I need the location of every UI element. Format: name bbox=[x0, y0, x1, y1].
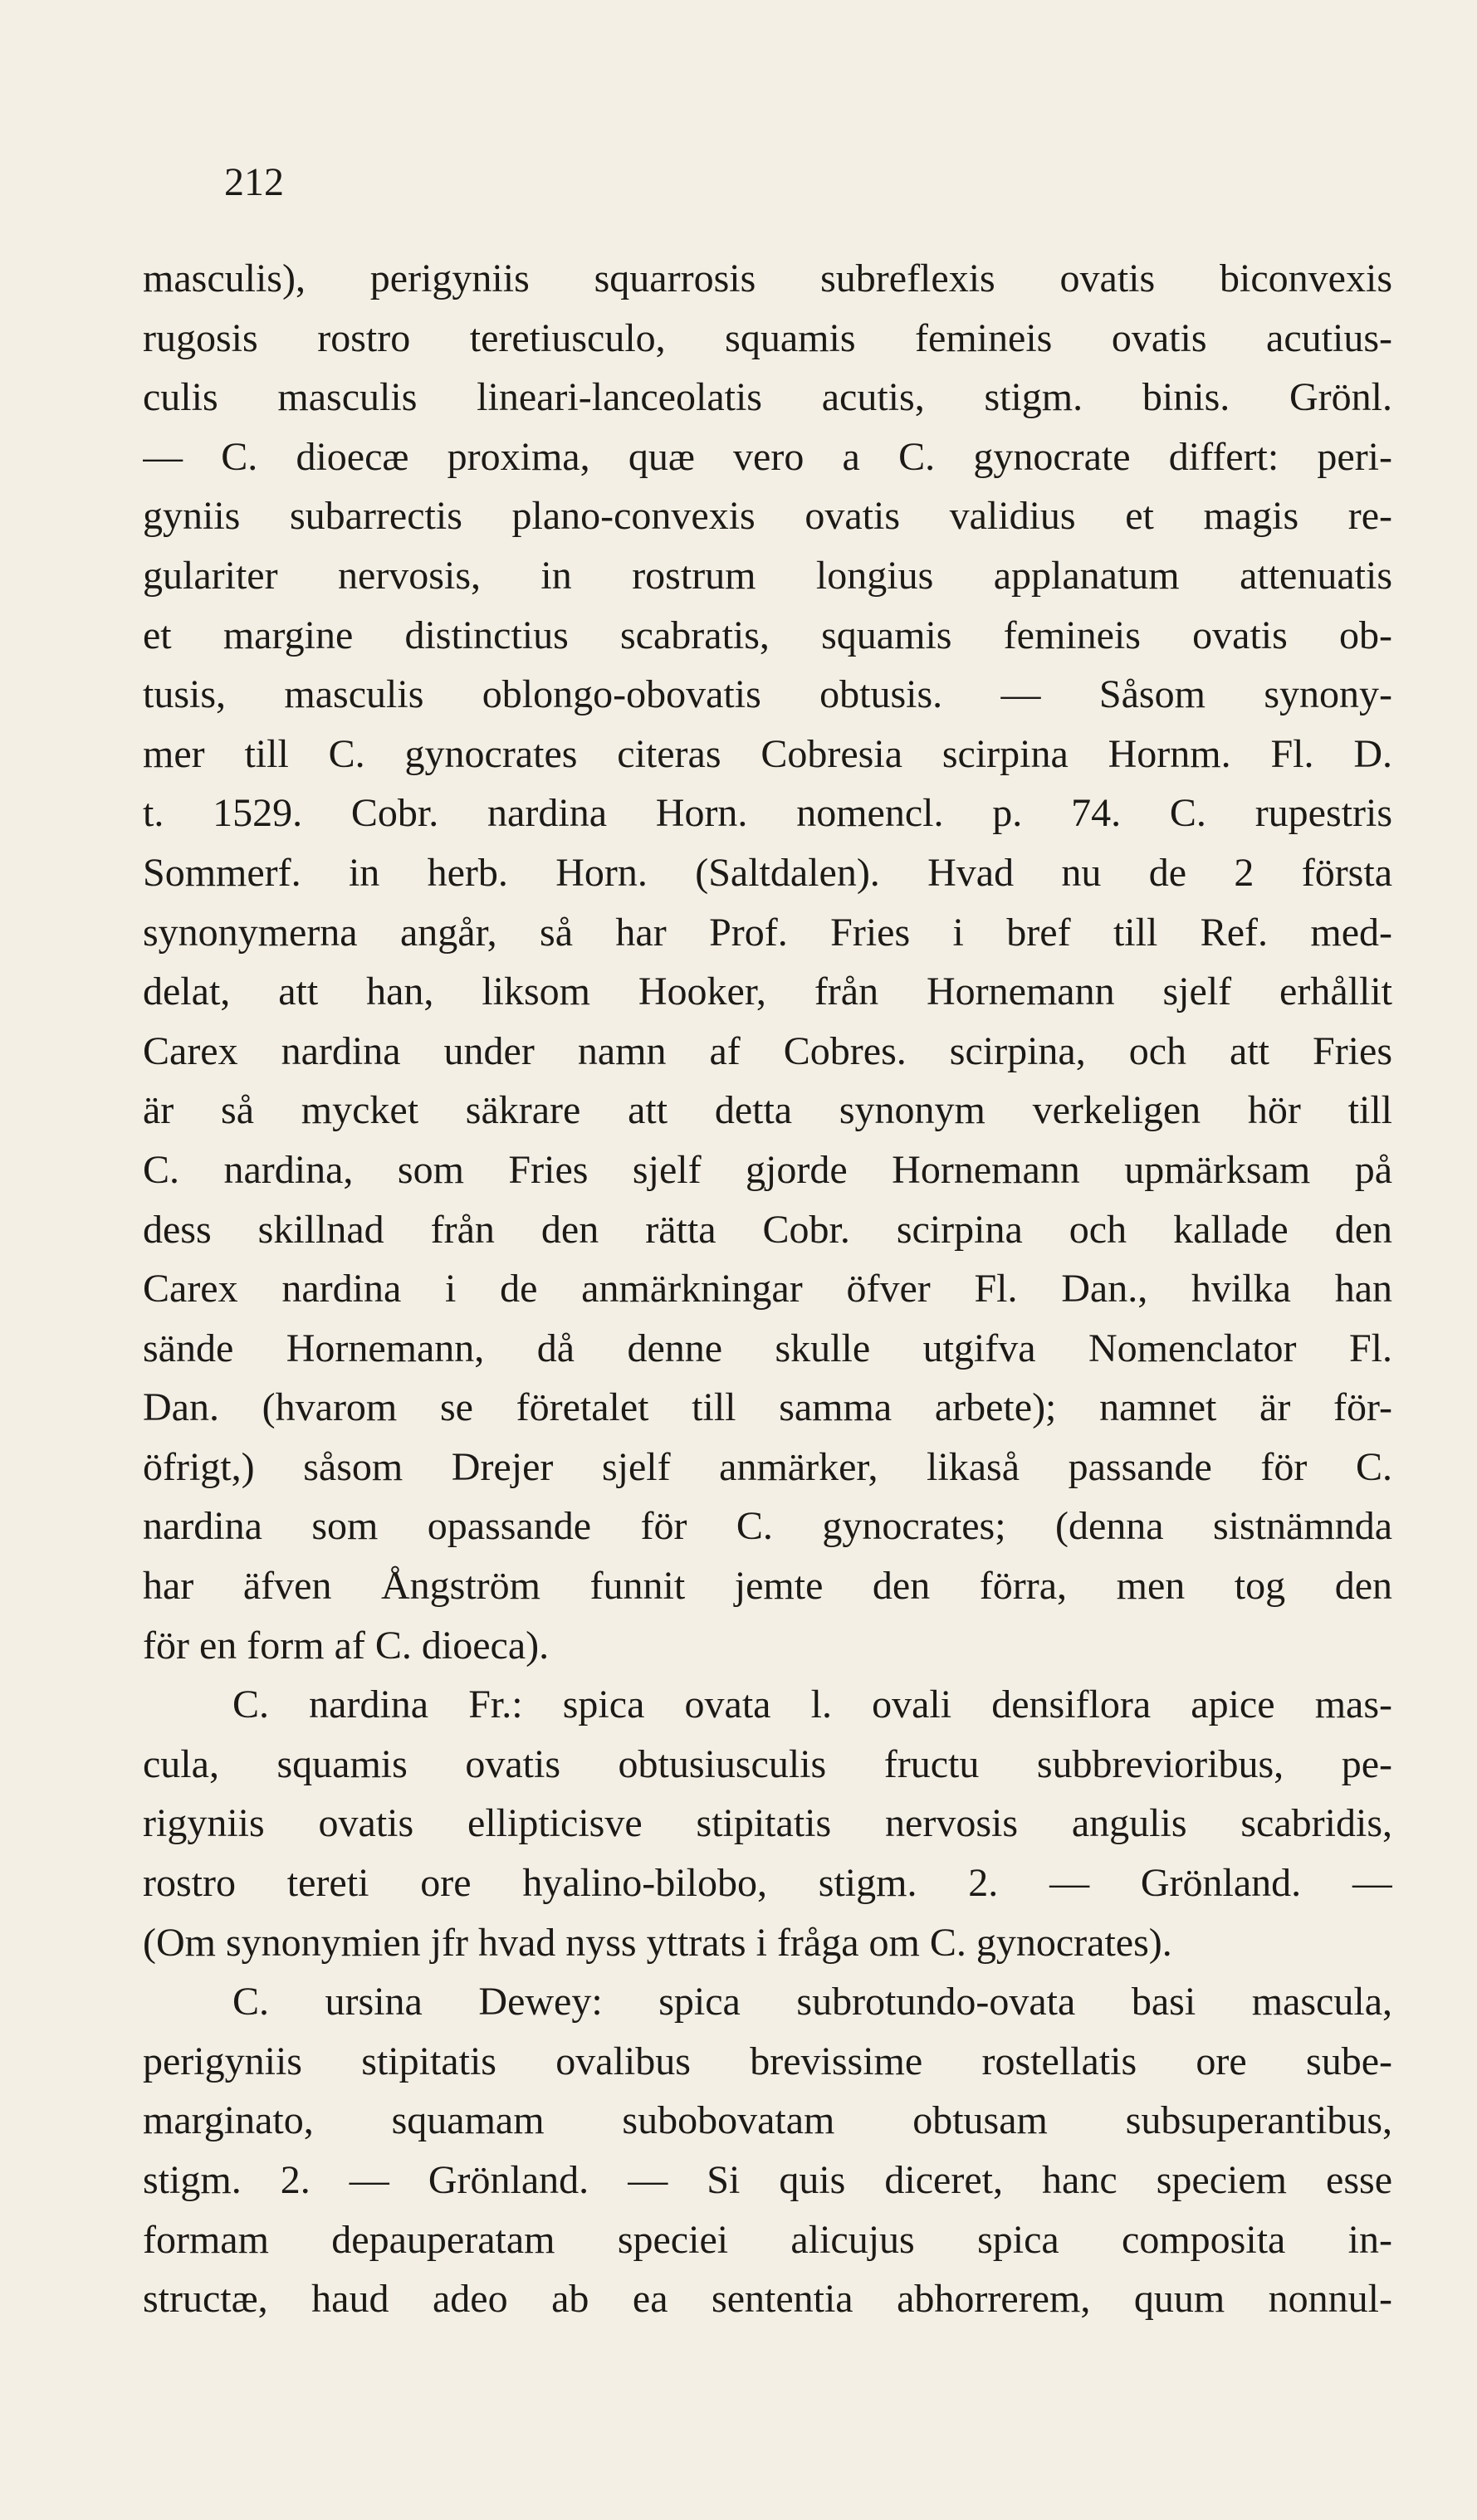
text-line: är så mycket säkrare att detta synonym verkeligen hör till bbox=[143, 1088, 1392, 1133]
text-line: (Om synonymien jfr hvad nyss yttrats i fråga om C. gynocrates). bbox=[143, 1920, 1172, 1965]
text-line: gulariter nervosis, in rostrum longius applanatum attenuatis bbox=[143, 553, 1392, 598]
text-line: culis masculis lineari-lanceolatis acutis, stigm. binis. Grönl. bbox=[143, 375, 1392, 420]
text-line: Dan. (hvarom se företalet till samma arbete); namnet är för- bbox=[143, 1385, 1392, 1430]
text-line: rostro tereti ore hyalino-bilobo, stigm. 2. — Grönland. — bbox=[143, 1861, 1392, 1906]
text-line: — C. dioecæ proxima, quæ vero a C. gynocrate differt: peri- bbox=[143, 434, 1392, 479]
text-line: har äfven Ångström funnit jemte den förra, men tog den bbox=[143, 1564, 1392, 1609]
text-line: stigm. 2. — Grönland. — Si quis diceret, hanc speciem esse bbox=[143, 2158, 1392, 2202]
text-line: structæ, haud adeo ab ea sententia abhorrerem, quum nonnul- bbox=[143, 2277, 1392, 2322]
text-line: masculis), perigyniis squarrosis subreflexis ovatis biconvexis bbox=[143, 256, 1392, 300]
text-line: sände Hornemann, då denne skulle utgifva Nomenclator Fl. bbox=[143, 1326, 1392, 1370]
text-line: gyniis subarrectis plano-convexis ovatis validius et magis re- bbox=[143, 494, 1392, 539]
text-line: marginato, squamam subobovatam obtusam subsuperantibus, bbox=[143, 2098, 1392, 2143]
text-line: tusis, masculis oblongo-obovatis obtusis. — Såsom synony- bbox=[143, 672, 1392, 717]
text-line: dess skillnad från den rätta Cobr. scirpina och kallade den bbox=[143, 1207, 1392, 1252]
text-line: mer till C. gynocrates citeras Cobresia scirpina Hornm. Fl. D. bbox=[143, 731, 1392, 776]
text-line: formam depauperatam speciei alicujus spica composita in- bbox=[143, 2217, 1392, 2262]
text-line: synonymerna angår, så har Prof. Fries i bref till Ref. med- bbox=[143, 910, 1392, 955]
text-line: delat, att han, liksom Hooker, från Hornemann sjelf erhållit bbox=[143, 969, 1392, 1014]
text-line: C. nardina Fr.: spica ovata l. ovali densiflora apice mas- bbox=[232, 1682, 1392, 1727]
text-line: cula, squamis ovatis obtusiusculis fructu subbrevioribus, pe- bbox=[143, 1741, 1392, 1786]
text-line: C. nardina, som Fries sjelf gjorde Hornemann upmärksam på bbox=[143, 1147, 1392, 1192]
text-line: nardina som opassande för C. gynocrates; (denna sistnämnda bbox=[143, 1504, 1392, 1549]
text-line: perigyniis stipitatis ovalibus brevissime rostellatis ore sube- bbox=[143, 2039, 1392, 2083]
text-line: rigyniis ovatis ellipticisve stipitatis nervosis angulis scabridis, bbox=[143, 1801, 1392, 1846]
text-line: öfrigt,) såsom Drejer sjelf anmärker, likaså passande för C. bbox=[143, 1444, 1392, 1489]
text-line: et margine distinctius scabratis, squamis femineis ovatis ob- bbox=[143, 613, 1392, 657]
text-line: för en form af C. dioeca). bbox=[143, 1623, 550, 1668]
page-number: 212 bbox=[224, 160, 284, 204]
text-line: Carex nardina i de anmärkningar öfver Fl. Dan., hvilka han bbox=[143, 1267, 1392, 1311]
text-line: Carex nardina under namn af Cobres. scirpina, och att Fries bbox=[143, 1028, 1392, 1073]
text-line: Sommerf. in herb. Horn. (Saltdalen). Hvad nu de 2 första bbox=[143, 850, 1392, 895]
text-line: rugosis rostro teretiusculo, squamis femineis ovatis acutius- bbox=[143, 315, 1392, 360]
body-text bbox=[143, 249, 1392, 2329]
text-line: C. ursina Dewey: spica subrotundo-ovata basi mascula, bbox=[232, 1980, 1392, 2024]
text-line: t. 1529. Cobr. nardina Horn. nomencl. p. 74. C. rupestris bbox=[143, 791, 1392, 836]
